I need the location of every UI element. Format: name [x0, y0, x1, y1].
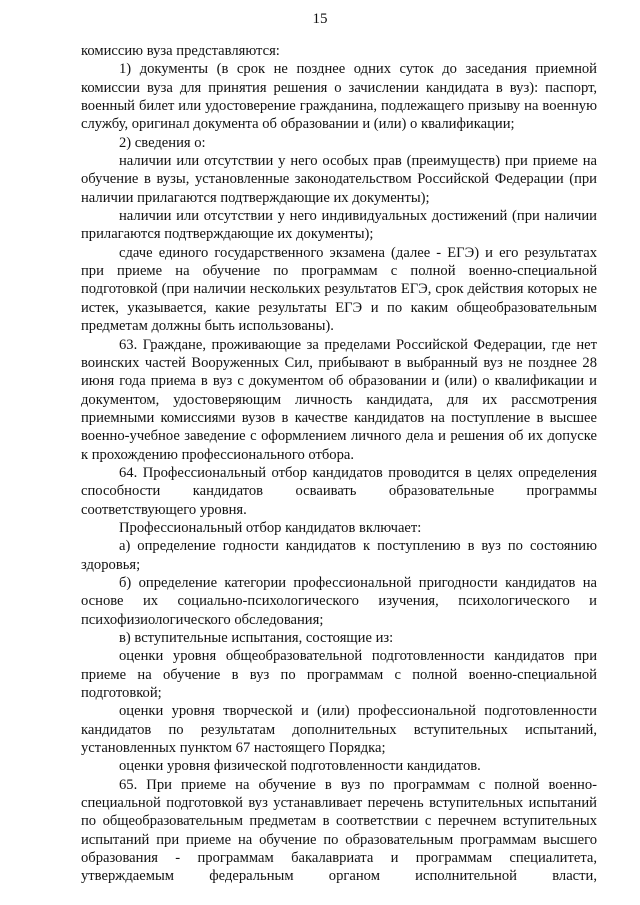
paragraph-65: 65. При приеме на обучение в вуз по программам с полной военно-специальной подготовкой вуз устанавливает перечень вступительных испытаний по общеобразовательным предметам в соответствии с перечнем вступительных испытаний при приеме на обучение по образовательным программам высшего образования - программам бакалавриата и программам специалитета, утверждаемым федеральным органом исполнительной власти,	[81, 776, 597, 885]
paragraph-63: 63. Граждане, проживающие за пределами Российской Федерации, где нет воинских частей Вооруженных Сил, прибывают в выбранный вуз не позднее 28 июня года приема в вуз с документом об образовании и (или) о квалификации и документом, удостоверяющим личность кандидата, для их рассмотрения приемными комиссиями вузов в качестве кандидатов на поступление в высшее военно-учебное заведение с оформлением личного дела и решения об их допуске к прохождению профессионального отбора.	[81, 336, 597, 463]
paragraph-general-education: оценки уровня общеобразовательной подготовленности кандидатов при приеме на обучение в вуз по программам с полной военно-специальной подготовкой;	[81, 648, 597, 702]
paragraph-ege: сдаче единого государственного экзамена (далее - ЕГЭ) и его результатах при приеме на обучение по программам с полной военно-специальной подготовкой (при наличии нескольких результатов ЕГЭ, срок действия которых не истек, указывается, какие результаты ЕГЭ и по каким общеобразовательным предметам должны быть использованы).	[81, 244, 597, 335]
paragraph-64: 64. Профессиональный отбор кандидатов проводится в целях определения способности кандидатов осваивать образовательные программы соответствующего уровня.	[81, 464, 597, 518]
paragraph-documents: 1) документы (в срок не позднее одних суток до заседания приемной комиссии вуза для принятия решения о зачислении кандидата в вуз): паспорт, военный билет или удостоверение гражданина, подлежащего призыву на военную службу, оригинал документа об образовании и (или) о квалификации;	[81, 61, 597, 133]
paragraph-item-a: а) определение годности кандидатов к поступлению в вуз по состоянию здоровья;	[81, 538, 597, 573]
paragraph-continuation: комиссию вуза представляются:	[81, 43, 280, 59]
document-body	[81, 42, 597, 886]
paragraph-item-v: в) вступительные испытания, состоящие из:	[119, 630, 394, 646]
paragraph-creative-professional: оценки уровня творческой и (или) профессиональной подготовленности кандидатов по результатам дополнительных вступительных испытаний, установленных пунктом 67 настоящего Порядка;	[81, 703, 597, 757]
paragraph-physical: оценки уровня физической подготовленности кандидатов.	[119, 758, 481, 775]
paragraph-item-b: б) определение категории профессиональной пригодности кандидатов на основе их социально-психологического изучения, психологического и психофизиологического обследования;	[81, 574, 597, 628]
paragraph-info-header: 2) сведения о:	[119, 134, 206, 151]
paragraph-special-rights: наличии или отсутствии у него особых прав (преимуществ) при приеме на обучение в вузы, установленные законодательством Российской Федерации (при наличии прилагаются подтверждающие их документы);	[81, 153, 597, 206]
paragraph-selection-includes: Профессиональный отбор кандидатов включает:	[119, 519, 422, 536]
page-number: 15	[312, 11, 328, 27]
paragraph-individual-achievements: наличии или отсутствии у него индивидуальных достижений (при наличии прилагаются подтверждающие их документы);	[81, 208, 597, 243]
